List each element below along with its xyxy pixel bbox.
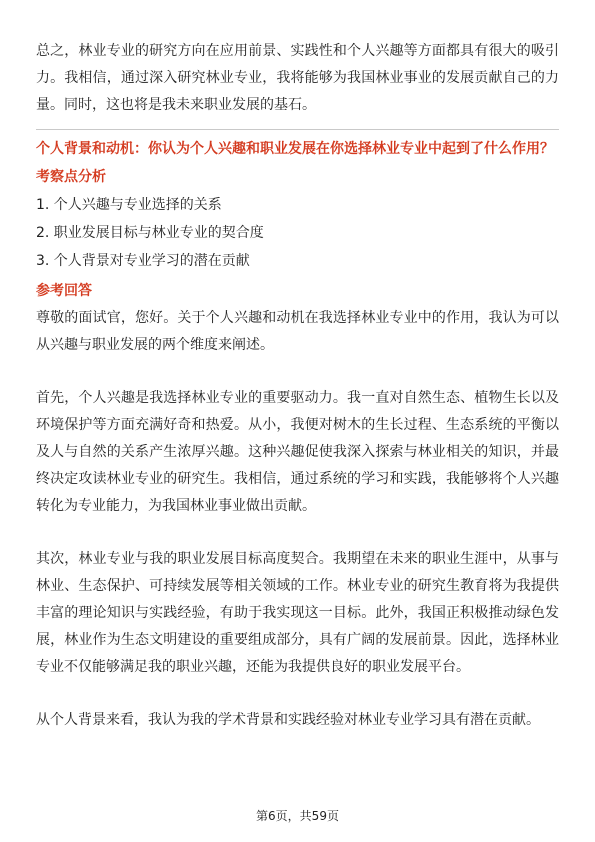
answer-paragraph: 其次，林业专业与我的职业发展目标高度契合。我期望在未来的职业生涯中，从事与林业、生态保护、可持续发展等相关领域的工作。林业专业的研究生教育将为我提供丰富的理论知识与实践经验，有助于我实现这一目标。此外，我国正积极推动绿色发展，林业作为生态文明建设的重要组成部分，具有广阔的发展前景。因此，选择林业专业不仅能够满足我的职业兴趣，还能为我提供良好的职业发展平台。 [36, 551, 559, 675]
analysis-title: 考察点分析 [36, 169, 106, 185]
analysis-points [36, 191, 559, 275]
document-body [36, 38, 559, 734]
answer-paragraph: 从个人背景来看，我认为我的学术背景和实践经验对林业专业学习具有潜在贡献。 [36, 712, 540, 728]
page-number: 第6页，共59页 [256, 809, 339, 823]
analysis-point: 2. 职业发展目标与林业专业的契合度 [36, 225, 264, 241]
intro-paragraph: 总之，林业专业的研究方向在应用前景、实践性和个人兴趣等方面都具有很大的吸引力。我相信，通过深入研究林业专业，我将能够为我国林业事业的发展贡献自己的力量。同时，这也将是我未来职业发展的基石。 [36, 43, 559, 113]
answer-title: 参考回答 [36, 283, 92, 299]
answer-paragraph: 首先，个人兴趣是我选择林业专业的重要驱动力。我一直对自然生态、植物生长以及环境保护等方面充满好奇和热爱。从小，我便对树木的生长过程、生态系统的平衡以及人与自然的关系产生浓厚兴趣。这种兴趣促使我深入探索与林业相关的知识，并最终决定攻读林业专业的研究生。我相信，通过系统的学习和实践，我能够将个人兴趣转化为专业能力，为我国林业事业做出贡献。 [36, 390, 559, 514]
analysis-point: 3. 个人背景对专业学习的潜在贡献 [36, 253, 250, 269]
interview-question: 个人背景和动机：你认为个人兴趣和职业发展在你选择林业专业中起到了什么作用？ [36, 141, 554, 157]
analysis-point: 1. 个人兴趣与专业选择的关系 [36, 197, 222, 213]
section-divider [36, 129, 559, 130]
answer-paragraph: 尊敬的面试官，您好。关于个人兴趣和动机在我选择林业专业中的作用，我认为可以从兴趣与职业发展的两个维度来阐述。 [36, 310, 559, 353]
